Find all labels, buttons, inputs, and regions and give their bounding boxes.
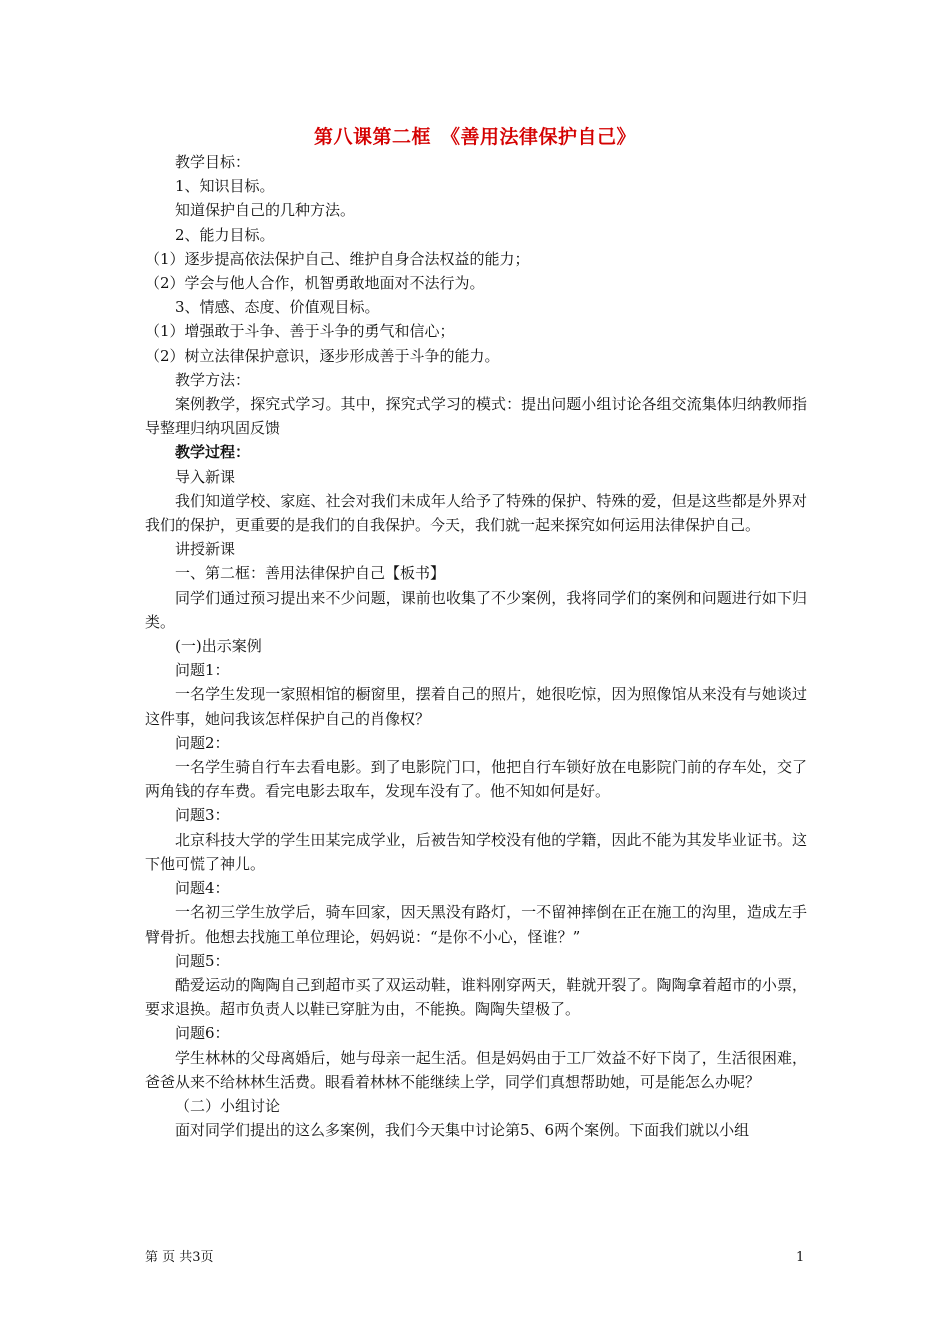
paragraph: （1）逐步提高依法保护自己、维护自身合法权益的能力；	[145, 249, 530, 268]
paragraph: 问题3：	[175, 806, 230, 825]
paragraph: （1）增强敢于斗争、善于斗争的勇气和信心；	[145, 322, 455, 341]
paragraph: 同学们通过预习提出来不少问题，课前也收集了不少案例，我将同学们的案例和问题进行如下归类。	[145, 588, 807, 631]
paragraph: 酷爱运动的陶陶自己到超市买了双运动鞋，谁料刚穿两天，鞋就开裂了。陶陶拿着超市的小票，要求退换。超市负责人以鞋已穿脏为由，不能换。陶陶失望极了。	[145, 975, 807, 1019]
paragraph: （2）树立法律保护意识，逐步形成善于斗争的能力。	[145, 346, 500, 365]
paragraph: 教学过程：	[175, 443, 251, 462]
paragraph: 1、知识目标。	[175, 177, 275, 196]
paragraph: 问题2：	[175, 733, 230, 752]
paragraph: 问题1：	[175, 661, 230, 680]
paragraph: 3、情感、态度、价值观目标。	[175, 298, 380, 317]
paragraph: (一)出示案例	[175, 637, 262, 656]
paragraph: 问题6：	[175, 1024, 230, 1043]
paragraph: 2、能力目标。	[175, 225, 275, 244]
document-body	[145, 150, 807, 1142]
document-title: 第八课第二框 《善用法律保护自己》	[313, 126, 636, 148]
paragraph: 面对同学们提出的这么多案例，我们今天集中讨论第5、6两个案例。下面我们就以小组	[175, 1121, 750, 1140]
paragraph: 我们知道学校、家庭、社会对我们未成年人给予了特殊的保护、特殊的爱，但是这些都是外界对我们的保护，更重要的是我们的自我保护。今天，我们就一起来探究如何运用法律保护自己。	[145, 491, 807, 535]
paragraph: 一名学生发现一家照相馆的橱窗里，摆着自己的照片，她很吃惊，因为照像馆从来没有与她谈过这件事，她问我该怎样保护自己的肖像权？	[145, 685, 807, 728]
paragraph: 学生林林的父母离婚后，她与母亲一起生活。但是妈妈由于工厂效益不好下岗了，生活很困难，爸爸从来不给林林生活费。眼看着林林不能继续上学，同学们真想帮助她，可是能怎么办呢？	[145, 1048, 807, 1091]
paragraph: 问题5：	[175, 951, 230, 970]
paragraph: 讲授新课	[175, 540, 236, 559]
page-number: 1	[796, 1250, 805, 1265]
page-footer-count: 第 页 共3页	[145, 1250, 214, 1265]
paragraph: 导入新课	[175, 467, 236, 486]
paragraph: 教学方法：	[175, 370, 251, 389]
paragraph: 一名初三学生放学后，骑车回家，因天黑没有路灯，一不留神摔倒在正在施工的沟里，造成左手臂骨折。他想去找施工单位理论，妈妈说：“是你不小心，怪谁？”	[145, 903, 807, 946]
paragraph: 问题4：	[175, 879, 230, 898]
paragraph: 北京科技大学的学生田某完成学业，后被告知学校没有他的学籍，因此不能为其发毕业证书。这下他可慌了神儿。	[145, 830, 807, 873]
paragraph: 教学目标：	[175, 153, 251, 171]
paragraph: （二）小组讨论	[175, 1096, 281, 1115]
paragraph: （2）学会与他人合作，机智勇敢地面对不法行为。	[145, 274, 485, 293]
paragraph: 一名学生骑自行车去看电影。到了电影院门口，他把自行车锁好放在电影院门前的存车处，交了两角钱的存车费。看完电影去取车，发现车没有了。他不知如何是好。	[145, 758, 807, 801]
paragraph: 知道保护自己的几种方法。	[175, 201, 356, 220]
paragraph: 一、第二框：善用法律保护自己【板书】	[175, 564, 446, 583]
paragraph: 案例教学，探究式学习。其中，探究式学习的模式：提出问题小组讨论各组交流集体归纳教师指导整理归纳巩固反馈	[145, 395, 807, 438]
